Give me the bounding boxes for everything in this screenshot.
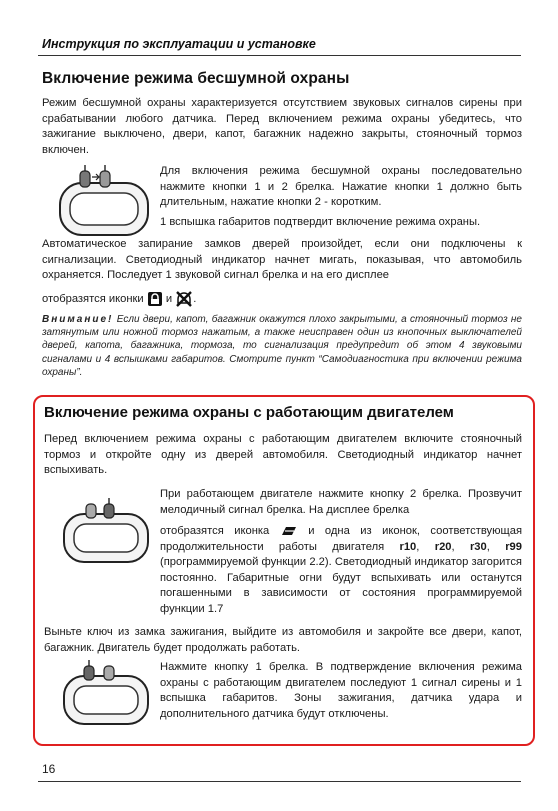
engine-running-icon <box>280 525 298 537</box>
silent-mode-icon <box>175 290 193 308</box>
display-icons-line <box>42 290 522 308</box>
silent-mode-fob-instruction: Для включения режима бесшумной охраны последовательно нажмите кнопки 1 и 2 брелка. Нажатие кнопки 1 должно быть длительным, нажатие кнопки 2 - коротким. <box>160 165 522 209</box>
page-number: 16 <box>42 762 56 776</box>
code-r20: r20 <box>434 540 452 553</box>
warning-label: Внимание! <box>42 314 114 325</box>
code-r99: r99 <box>505 540 522 553</box>
engine-running-fob-instruction: При работающем двигателе нажмите кнопку 2 брелка. Прозвучит мелодичный сигнал брелка. На дисплее брелка <box>160 488 522 516</box>
footer-divider <box>38 781 521 782</box>
code-r10: r10 <box>399 540 417 553</box>
engine-icon-prefix: отобразятся иконка <box>160 525 270 537</box>
silent-mode-intro: Режим бесшумной охраны характеризуется отсутствием звуковых сигналов сирены при срабатывании любого датчика. Перед включением режима охраны убедитесь, что зажигание выключено, двери, капот, багажник надежно закрыты, стояночный тормоз включен. <box>42 97 522 156</box>
page-header: Инструкция по эксплуатации и установке <box>42 37 316 51</box>
lock-closed-icon <box>147 291 163 307</box>
arm-engine-running-instruction: Нажмите кнопку 1 брелка. В подтверждение включения режима охраны с работающим двигателем последуют 1 сигнал сирены и 1 вспышка габаритов. Зоны зажигания, датчика удара и дополнительного датчика будут отключены. <box>160 661 522 720</box>
code-r30: r30 <box>469 540 487 553</box>
engine-running-details: (программируемой функции 2.2). Светодиодный индикатор загорится постоянно. Габаритные огни будут вспыхивать или останутся погашенными в зависимости от состояния программируемой функции 1.7 <box>160 556 522 615</box>
key-fob-buttons-1-2-icon <box>56 163 152 239</box>
header-divider <box>38 55 521 56</box>
engine-icon-suffix: и одна из иконок, соответствующая продолжительности работы двигателя <box>160 525 523 553</box>
warning-text: Если двери, капот, багажник окажутся плохо закрытыми, а стояночный тормоз не затянутым или ножной тормоз нажатым, а также неисправен один из кнопочных выключателей дверей, капота, багажника, тормоза, то сигнализация предупредит об этом 4 звуковыми сигналами и 4 вспышками габаритов. Смотрите пункт “Самодиагностика при включении режима охраны”. <box>42 314 522 378</box>
engine-running-display-line: отобразятся иконка и одна из иконок, соответствующая продолжительности работы двигателя r10, r20, r30, r99 (программируемой функции 2.2). Светодиодный индикатор загорится постоянно. Габаритные огни будут вспыхивать или останутся погашенными в зависимости от состояния программируемой функции 1.7 <box>160 525 523 615</box>
exit-vehicle-paragraph: Выньте ключ из замка зажигания, выйдите из автомобиля и закройте все двери, капот, багажник. Двигатель будет продолжать работать. <box>44 626 522 654</box>
engine-running-intro: Перед включением режима охраны с работающим двигателем включите стояночный тормоз и откройте одну из дверей автомобиля. Светодиодный индикатор начнет вспыхивать. <box>44 433 522 477</box>
display-icons-prefix: отобразятся иконки <box>42 292 144 305</box>
key-fob-button-1-icon <box>60 660 152 728</box>
display-icons-and: и <box>165 292 173 305</box>
display-icons-end: . <box>193 292 197 305</box>
warning-note <box>42 313 522 379</box>
key-fob-button-2-icon <box>60 498 152 566</box>
section-title-engine-running: Включение режима охраны с работающим двигателем <box>44 404 454 421</box>
section-title-silent-mode: Включение режима бесшумной охраны <box>42 70 350 87</box>
auto-lock-paragraph: Автоматическое запирание замков дверей произойдет, если они подключены к сигнализации. Светодиодный индикатор начнет мигать, показывая, что автомобиль охраняется. Последует 1 звуковой сигнал брелка и на его дисплее <box>42 238 522 282</box>
silent-mode-confirmation: 1 вспышка габаритов подтвердит включение режима охраны. <box>160 216 481 228</box>
